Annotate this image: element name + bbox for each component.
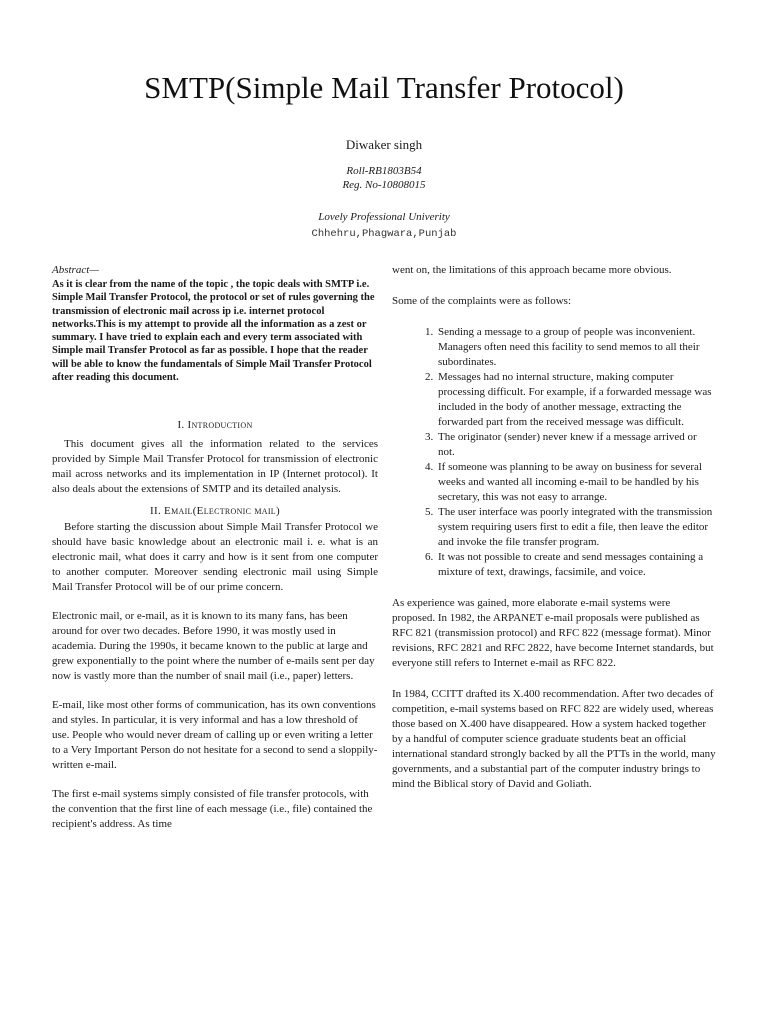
author-name: Diwaker singh [345,137,423,152]
list-item: 6. It was not possible to create and send messages containing a mixture of text, drawings, facsimile, and voice. [436,550,716,580]
paragraph-complaints-intro: Some of the complaints were as follows: [392,295,572,307]
section-introduction-text: This document gives all the information related to the services provided by Simple Mail Transfer Protocol for transmission of electronic mail across networks and its implementation in IP (Internet protocol). It also deals about the extensions of SMTP and its detailed analysis. [52,438,378,496]
paper-title: SMTP(Simple Mail Transfer Protocol) [144,70,624,105]
paragraph-first-systems: The first e-mail systems simply consisted of file transfer protocols, with the convention that the first line of each message (i.e., file) contained the recipient's address. As time [52,788,373,831]
paragraph-arpanet: As experience was gained, more elaborate e-mail systems were proposed. In 1982, the ARPANET e-mail proposals were published as RFC 821 (transmission protocol) and RFC 822 (message format). Minor revisions, RFC 2821 and RFC 2822, have become Internet standards, but everyone still refers to Internet e-mail as RFC 822. [392,597,714,669]
paragraph-email-history: Electronic mail, or e-mail, as it is known to its many fans, has been around for over two decades. Before 1990, it was mostly used in academia. During the 1990s, it became known to the public at large and grew exponentially to the point where the number of e-mails sent per day now is vastly more than the number of snail mail (i.e., paper) letters. [52,610,375,683]
section-heading-introduction: I. Introduction [177,419,253,432]
abstract-label: Abstract— [52,264,100,276]
abstract-text: As it is clear from the name of the topic , the topic deals with SMTP i.e. Simple Mail Transfer Protocol, the protocol or set of rules governing the transmission of electronic mail across ip i.e. internet protocol networks.This is my attempt to provide all the information as a zest or summary. I have tried to explain each and every term associated with Simple mail Transfer Protocol as far as possible. I hope that the reader will be able to know the fundamentals of Simple Mail Transfer Protocol after reading this document. [52,279,375,384]
author-roll: Roll-RB1803B54 [346,165,422,177]
paragraph-email-conventions: E-mail, like most other forms of communication, has its own conventions and styles. In particular, it is very informal and has a low threshold of use. People who would never dream of calling up or even writing a letter to a Very Important Person do not hesitate for a second to send a sloppily-written e-mail. [52,699,378,772]
list-item: 5. The user interface was poorly integrated with the transmission system requiring users first to edit a file, then leave the editor and invoke the file transfer program. [436,505,716,550]
section-heading-email: II. Email(Electronic mail) [150,505,280,518]
author-reg: Reg. No-10808015 [342,179,426,191]
paragraph-continued: went on, the limitations of this approach became more obvious. [392,264,672,276]
paragraph-ccitt: In 1984, CCITT drafted its X.400 recommendation. After two decades of competition, e-mail systems based on RFC 822 are widely used, whereas those based on X.400 have disappeared. How a system hacked together by a handful of computer science graduate students beat an official international standard strongly backed by all the PTTs in the world, many governments, and a substantial part of the computer industry brings to mind the Biblical story of David and Goliath. [392,688,716,790]
author-university: Lovely Professional Univerity [318,211,450,223]
left-column [52,263,378,832]
right-column [392,263,716,792]
list-item: 2. Messages had no internal structure, making computer processing difficult. For example, if a forwarded message was included in the body of another message, extracting the forwarded part from the received message was difficult. [436,370,716,430]
section-email-text: Before starting the discussion about Simple Mail Transfer Protocol we should have basic knowledge about an electronic mail i. e. what is an electronic mail, what does it carry and how is it sent from one computer to another computer. Moreover sending electronic mail using Simple Mail Transfer Protocol will be of our prime concern. [52,521,378,594]
list-item: 4. If someone was planning to be away on business for several weeks and wanted all incoming e-mail to be handled by his secretary, this was not easy to arrange. [436,460,716,505]
complaints-list [392,325,716,580]
author-address: Chhehru,Phagwara,Punjab [311,228,457,240]
list-item: 3. The originator (sender) never knew if a message arrived or not. [436,430,716,460]
list-item: 1. Sending a message to a group of people was inconvenient. Managers often need this facility to send memos to all their subordinates. [436,325,716,370]
